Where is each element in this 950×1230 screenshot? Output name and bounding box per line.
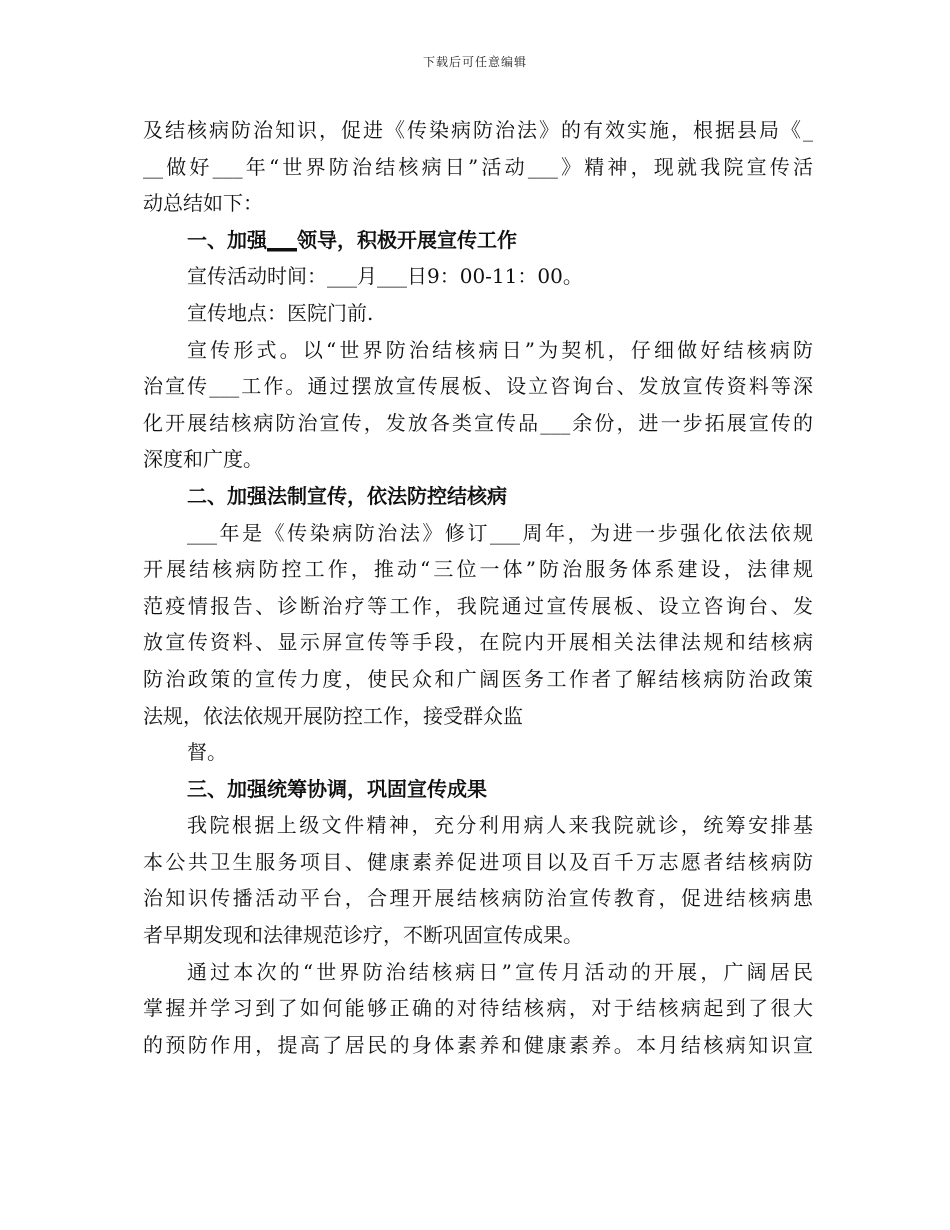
paragraph-line: 本公共卫生服务项目、健康素养促进项目以及百千万志愿者结核病防 [143, 849, 813, 874]
section-heading-3: 三、加强统筹协调，巩固宣传成果 [187, 776, 487, 801]
paragraph-line: 开展结核病防控工作，推动“三位一体”防治服务体系建设，法律规 [143, 557, 813, 582]
paragraph-line: 治知识传播活动平台，合理开展结核病防治宣传教育，促进结核病患 [143, 886, 813, 911]
paragraph-line: 范疫情报告、诊断治疗等工作，我院通过宣传展板、设立咨询台、发 [143, 593, 813, 618]
section-heading-2: 二、加强法制宣传，依法防控结核病 [187, 483, 507, 508]
activity-place-line: 宣传地点：医院门前. [187, 300, 374, 325]
heading-text: 领导，积极开展宣传工作 [297, 227, 517, 252]
paragraph-line: 动总结如下： [143, 191, 263, 216]
paragraph-line: 者早期发现和法律规范诊疗，不断巩固宣传成果。 [143, 923, 583, 948]
paragraph-line: 通过本次的“世界防治结核病日”宣传月活动的开展，广阔居民 [187, 959, 813, 984]
document-body [143, 112, 813, 1063]
paragraph-line: __做好___年“世界防治结核病日”活动___》精神，现就我院宣传活 [143, 154, 813, 179]
paragraph-line: 治宣传___工作。通过摆放宣传展板、设立咨询台、发放宣传资料等深 [143, 374, 813, 399]
paragraph-line: 宣传形式。以“世界防治结核病日”为契机，仔细做好结核病防 [187, 337, 813, 362]
heading-blank: ___ [267, 227, 297, 252]
activity-time-line: 宣传活动时间：___月___日9：00-11：00。 [187, 264, 583, 289]
paragraph-line: 防治政策的宣传力度，使民众和广阔医务工作者了解结核病防治政策 [143, 666, 813, 691]
paragraph-line: 化开展结核病防治宣传，发放各类宣传品___余份，进一步拓展宣传的 [143, 410, 813, 435]
heading-text: 一、加强 [187, 227, 267, 252]
page-header-note: 下载后可任意编辑 [422, 55, 527, 69]
paragraph-line: 放宣传资料、显示屏宣传等手段，在院内开展相关法律法规和结核病 [143, 630, 813, 655]
paragraph-line: 督。 [187, 740, 227, 765]
paragraph-line: 掌握并学习到了如何能够正确的对待结核病，对于结核病起到了很大 [143, 996, 813, 1021]
paragraph-line: 法规，依法依规开展防控工作，接受群众监 [143, 703, 523, 728]
paragraph-line: 的预防作用，提高了居民的身体素养和健康素养。本月结核病知识宣 [143, 1032, 813, 1057]
paragraph-line: 我院根据上级文件精神，充分利用病人来我院就诊，统筹安排基 [187, 813, 813, 838]
paragraph-line: ___年是《传染病防治法》修订___周年，为进一步强化依法依规 [187, 520, 813, 545]
section-heading-1 [143, 222, 813, 259]
paragraph-line: 及结核病防治知识，促进《传染病防治法》的有效实施，根据县局《_ [143, 118, 813, 142]
paragraph-line: 深度和广度。 [143, 447, 263, 472]
